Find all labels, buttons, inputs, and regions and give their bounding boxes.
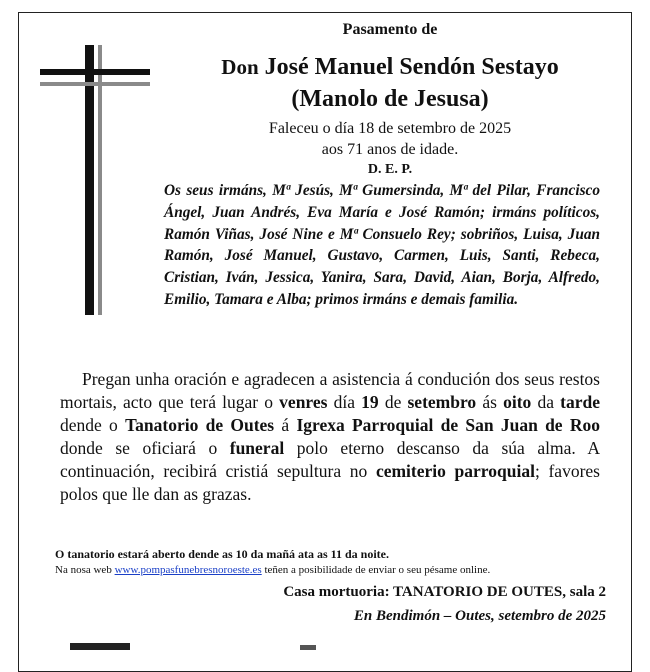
death-date: Faleceu o día 18 de setembro de 2025 [268,120,512,137]
dep: D. E. P. [367,162,413,177]
honorific: Don [221,55,259,79]
deceased-alias: (Manolo de Jesusa) [291,86,489,112]
ceremony-text: Pregan unha oración e agradecen a asistencia á condución dos seus restos mortais, acto que terá lugar o venres día 19 de setembro ás oito da tarde dende o Tanatorio de Outes á Igrexa Parroquial de San Juan de Roo donde se oficiará o funeral polo eterno descanso da súa alma. A continuación, recibirá cristiá sepultura no cemiterio parroquial; favores polos que lle dan as grazas. [60,369,600,504]
tanatorio-hours: O tanatorio estará aberto dende as 10 da mañá ata as 11 da noite. [55,547,389,561]
web-note: Na nosa web www.pompasfunebresnoroeste.es teñen a posibilidade de enviar o seu pésame online. [55,564,491,576]
pasamento-heading: Pasamento de [342,21,438,38]
logo-mark [300,645,316,650]
family-list: Os seus irmáns, Mª Jesús, Mª Gumersinda, Mª del Pilar, Francisco Ángel, Juan Andrés, Eva María e José Ramón; irmáns políticos, Ramón Viñas, José Nine e Mª Consuelo Rey; sobriños, Luisa, Juan Ramón, José Manuel, Gustavo, Carmen, Luis, Santi, Rebeca, Cristian, Iván, Jessica, Yanira, Sara, David, Aian, Borja, Alfredo, Emilio, Tamara e Alba; primos irmáns e demais familia. [164,182,600,308]
casa-mortuoria: Casa mortuoria: TANATORIO DE OUTES, sala 2 [283,584,606,600]
website-link[interactable]: www.pompasfunebresnoroeste.es [114,564,262,576]
place-date: En Bendimón – Outes, setembro de 2025 [353,608,606,624]
logo-strip [70,643,130,650]
full-name: José Manuel Sendón Sestayo [264,54,559,80]
age: aos 71 anos de idade. [321,141,459,158]
deceased-name [0,54,650,81]
